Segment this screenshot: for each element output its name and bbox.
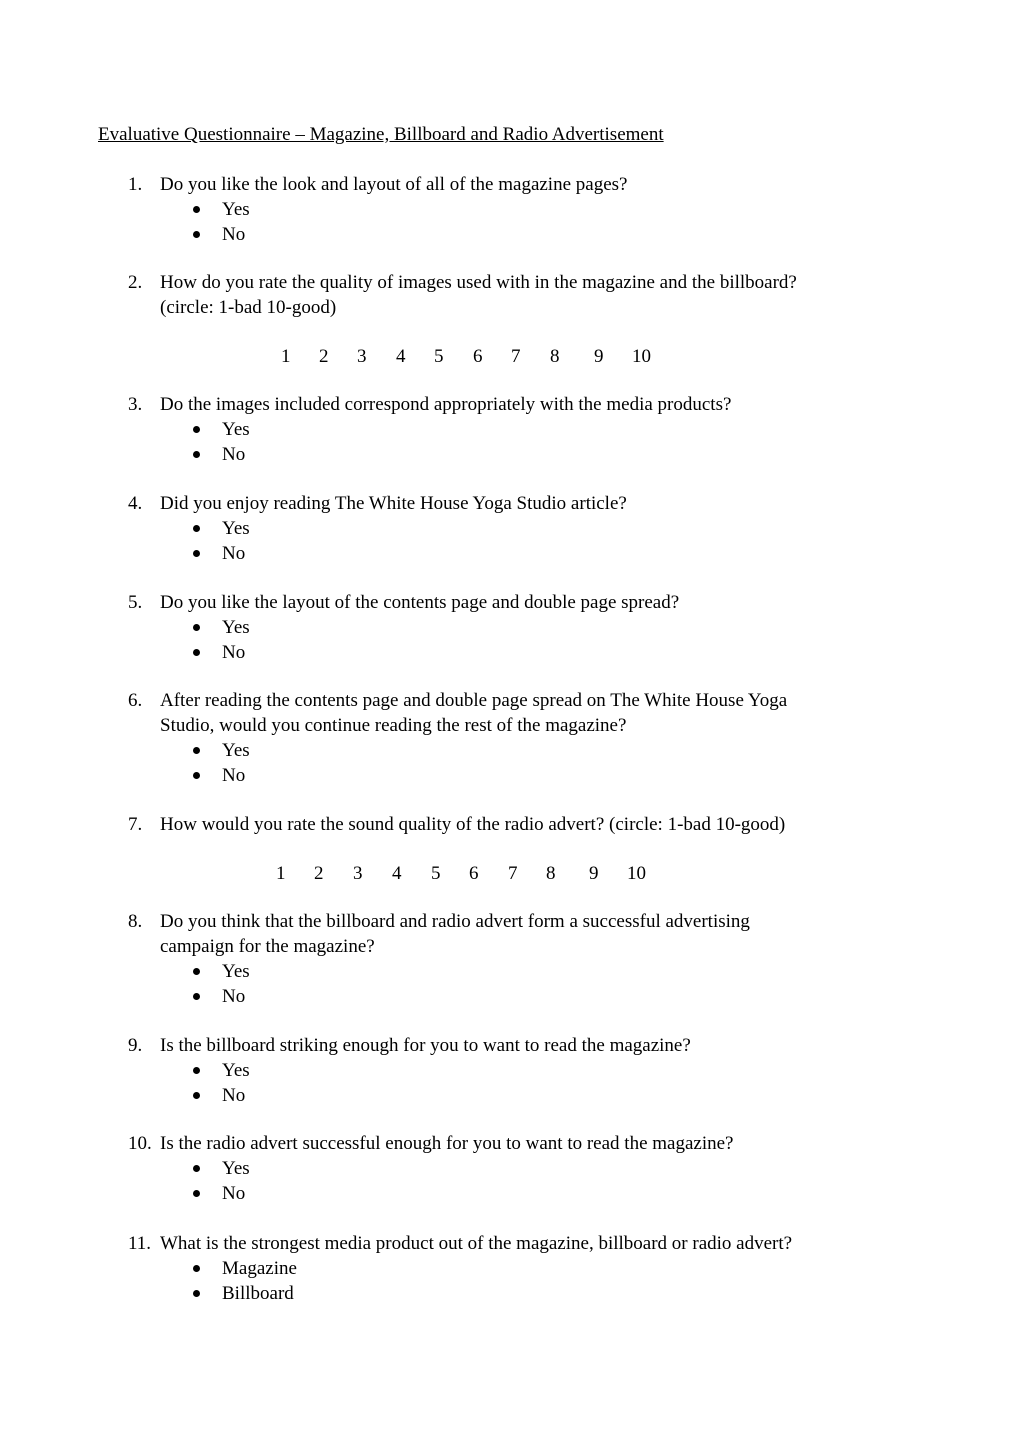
question-2 (128, 270, 928, 320)
bullet-icon (193, 747, 200, 754)
question-text: Do the images included correspond appropriately with the media products? (160, 394, 732, 415)
option-no: No (128, 541, 928, 566)
option-billboard: Billboard (128, 1281, 928, 1306)
scale-value[interactable]: 8 (546, 863, 556, 884)
option-yes: Yes (128, 417, 928, 442)
scale-value[interactable]: 7 (511, 346, 521, 367)
question-text-continued: Studio, would you continue reading the rest of the magazine? (160, 715, 627, 736)
bullet-icon (193, 1190, 200, 1197)
bullet-icon (193, 231, 200, 238)
bullet-icon (193, 426, 200, 433)
scale-value[interactable]: 6 (469, 863, 479, 884)
bullet-icon (193, 968, 200, 975)
question-text: Is the billboard striking enough for you to want to read the magazine? (160, 1035, 691, 1056)
question-number: 8. (128, 911, 143, 932)
question-text-continued: campaign for the magazine? (160, 936, 375, 957)
option-no: No (128, 222, 928, 247)
question-3 (128, 392, 928, 467)
option-no: No (128, 1083, 928, 1108)
question-number: 11. (128, 1233, 152, 1254)
option-yes: Yes (128, 738, 928, 763)
bullet-icon (193, 550, 200, 557)
question-1 (128, 172, 928, 247)
scale-value[interactable]: 3 (353, 863, 363, 884)
bullet-icon (193, 649, 200, 656)
bullet-icon (193, 1290, 200, 1297)
question-text: After reading the contents page and double page spread on The White House Yoga (160, 690, 788, 711)
scale-value[interactable]: 2 (314, 863, 324, 884)
option-no: No (128, 984, 928, 1009)
question-10 (128, 1131, 928, 1206)
option-yes: Yes (128, 1156, 928, 1181)
option-no: No (128, 763, 928, 788)
question-number: 1. (128, 174, 143, 195)
bullet-icon (193, 624, 200, 631)
document-title: Evaluative Questionnaire – Magazine, Billboard and Radio Advertisement (98, 124, 664, 145)
bullet-icon (193, 525, 200, 532)
question-number: 10. (128, 1133, 152, 1154)
question-8 (128, 909, 928, 1009)
bullet-icon (193, 772, 200, 779)
option-yes: Yes (128, 615, 928, 640)
option-magazine: Magazine (128, 1256, 928, 1281)
question-number: 2. (128, 272, 143, 293)
question-text: What is the strongest media product out of the magazine, billboard or radio advert? (160, 1233, 793, 1254)
question-text: How would you rate the sound quality of the radio advert? (circle: 1-bad 10-good) (160, 814, 786, 835)
scale-value[interactable]: 4 (392, 863, 402, 884)
scale-value[interactable]: 4 (396, 346, 406, 367)
question-text: Did you enjoy reading The White House Yoga Studio article? (160, 493, 627, 514)
question-9 (128, 1033, 928, 1108)
option-no: No (128, 640, 928, 665)
question-text: Do you like the look and layout of all of the magazine pages? (160, 174, 628, 195)
bullet-icon (193, 206, 200, 213)
scale-value[interactable]: 7 (508, 863, 518, 884)
scale-value[interactable]: 10 (627, 863, 646, 884)
question-number: 3. (128, 394, 143, 415)
scale-value[interactable]: 10 (632, 346, 651, 367)
question-text: How do you rate the quality of images used with in the magazine and the billboard? (160, 272, 797, 293)
scale-value[interactable]: 6 (473, 346, 483, 367)
question-11 (128, 1231, 928, 1306)
option-no: No (128, 442, 928, 467)
bullet-icon (193, 1165, 200, 1172)
bullet-icon (193, 1092, 200, 1099)
option-yes: Yes (128, 1058, 928, 1083)
scale-value[interactable]: 9 (594, 346, 604, 367)
bullet-icon (193, 1067, 200, 1074)
scale-value[interactable]: 1 (276, 863, 286, 884)
question-text-continued: (circle: 1-bad 10-good) (160, 297, 337, 318)
question-text: Is the radio advert successful enough for you to want to read the magazine? (160, 1133, 734, 1154)
scale-value[interactable]: 1 (281, 346, 291, 367)
question-number: 6. (128, 690, 143, 711)
option-no: No (128, 1181, 928, 1206)
option-yes: Yes (128, 959, 928, 984)
question-7 (128, 812, 928, 837)
bullet-icon (193, 993, 200, 1000)
option-yes: Yes (128, 516, 928, 541)
scale-value[interactable]: 5 (431, 863, 441, 884)
question-number: 5. (128, 592, 143, 613)
question-6 (128, 688, 928, 788)
option-yes: Yes (128, 197, 928, 222)
question-number: 9. (128, 1035, 143, 1056)
scale-value[interactable]: 2 (319, 346, 329, 367)
question-number: 7. (128, 814, 143, 835)
question-text: Do you like the layout of the contents page and double page spread? (160, 592, 680, 613)
scale-value[interactable]: 5 (434, 346, 444, 367)
bullet-icon (193, 451, 200, 458)
scale-value[interactable]: 9 (589, 863, 599, 884)
question-4 (128, 491, 928, 566)
bullet-icon (193, 1265, 200, 1272)
scale-value[interactable]: 3 (357, 346, 367, 367)
question-5 (128, 590, 928, 665)
question-text: Do you think that the billboard and radio advert form a successful advertising (160, 911, 750, 932)
scale-value[interactable]: 8 (550, 346, 560, 367)
question-number: 4. (128, 493, 143, 514)
